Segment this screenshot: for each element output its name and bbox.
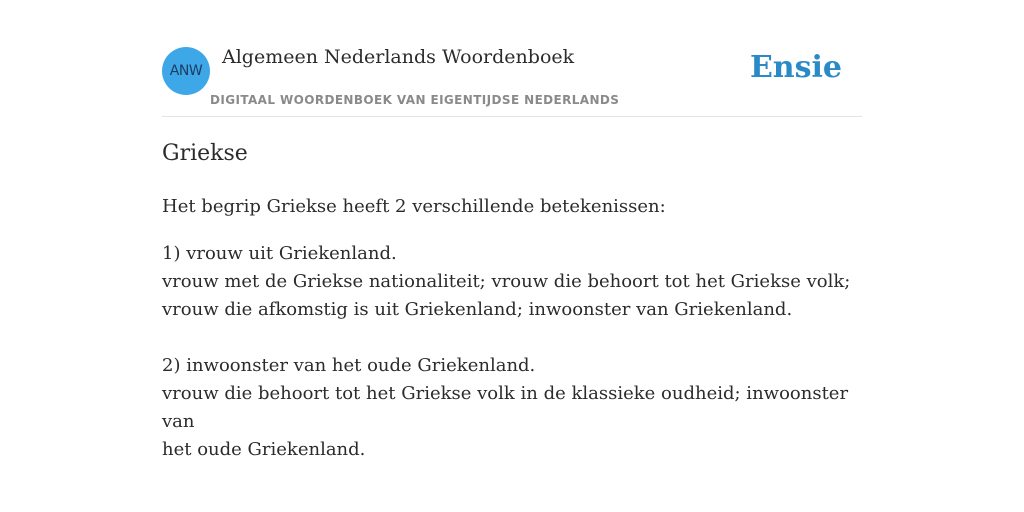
meaning-heading: 2) inwoonster van het oude Griekenland. <box>162 355 536 376</box>
meaning-definition: vrouw die behoort tot het Griekse volk in de klassieke oudheid; inwoonster van <box>162 383 849 432</box>
anw-logo[interactable]: ANW <box>162 47 210 95</box>
meaning-item <box>162 352 862 464</box>
site-subtitle: DIGITAAL WOORDENBOEK VAN EIGENTIJDSE NEDERLANDS <box>210 93 620 107</box>
meaning-item <box>162 240 862 324</box>
ensie-brand-logo[interactable]: Ensie <box>749 50 842 85</box>
site-title[interactable]: Algemeen Nederlands Woordenboek <box>222 46 575 68</box>
meanings-list <box>162 240 862 492</box>
entry-word: Griekse <box>162 141 248 166</box>
meaning-definition: vrouw die afkomstig is uit Griekenland; inwoonster van Griekenland. <box>162 299 793 320</box>
dictionary-header <box>162 0 862 117</box>
entry-intro: Het begrip Griekse heeft 2 verschillende betekenissen: <box>162 196 666 217</box>
dictionary-card <box>162 0 862 512</box>
meaning-definition: vrouw met de Griekse nationaliteit; vrouw die behoort tot het Griekse volk; <box>162 271 851 292</box>
meaning-heading: 1) vrouw uit Griekenland. <box>162 243 397 264</box>
meaning-definition: het oude Griekenland. <box>162 439 366 460</box>
